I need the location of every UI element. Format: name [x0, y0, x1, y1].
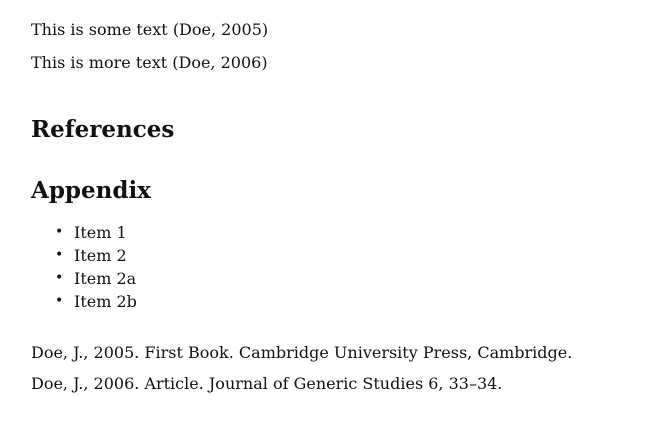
list-item	[55, 290, 137, 313]
bullet-icon: •	[55, 293, 64, 309]
list-item-label: Item 2	[74, 246, 127, 265]
appendix-heading: Appendix	[31, 177, 151, 204]
body-paragraph-2: This is more text (Doe, 2006)	[31, 53, 268, 72]
bibliography-entry-1: Doe, J., 2005. First Book. Cambridge University Press, Cambridge.	[31, 343, 573, 362]
list-item	[55, 244, 137, 267]
list-item-label: Item 1	[74, 223, 127, 242]
appendix-list	[55, 221, 137, 313]
bullet-icon: •	[55, 270, 64, 286]
references-heading: References	[31, 116, 175, 143]
list-item-label: Item 2b	[74, 292, 137, 311]
list-item-label: Item 2a	[74, 269, 137, 288]
body-paragraph-1: This is some text (Doe, 2005)	[31, 20, 269, 39]
list-item	[55, 267, 137, 290]
bibliography-entry-2: Doe, J., 2006. Article. Journal of Generic Studies 6, 33–34.	[31, 374, 503, 393]
bullet-icon: •	[55, 224, 64, 240]
bullet-icon: •	[55, 247, 64, 263]
list-item	[55, 221, 137, 244]
